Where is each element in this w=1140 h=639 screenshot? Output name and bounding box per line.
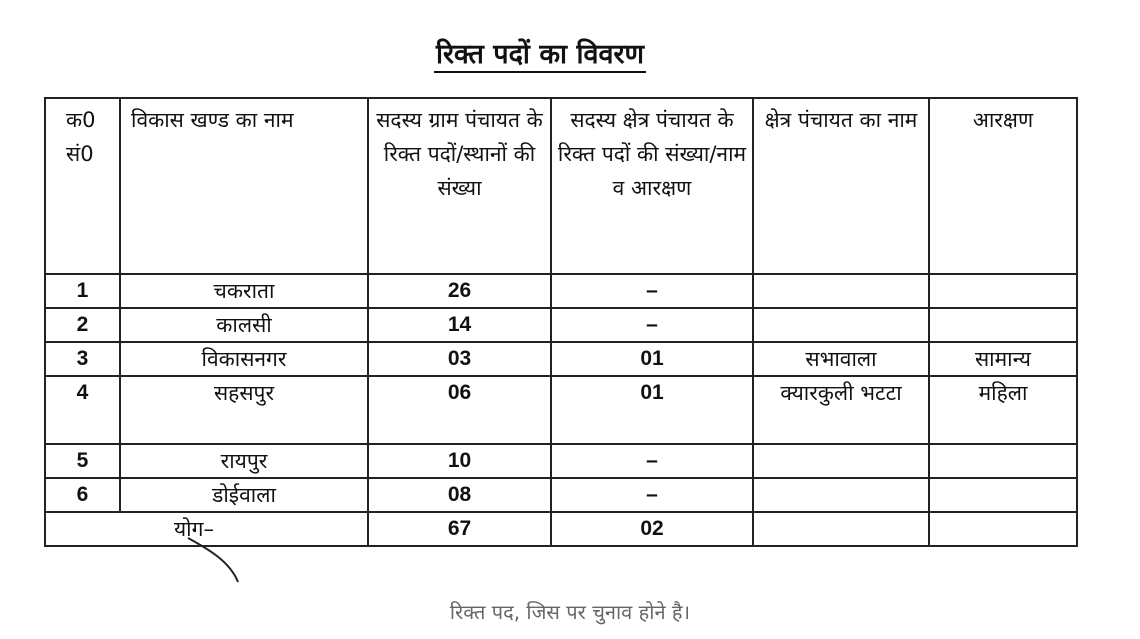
row-kshetra-count: 01 [551, 342, 753, 376]
row-block-name: रायपुर [120, 444, 368, 478]
row-kshetra-count: – [551, 274, 753, 308]
pen-mark [170, 536, 250, 592]
header-kshetra-panchayat-name: क्षेत्र पंचायत का नाम [753, 98, 929, 274]
row-block-name: डोईवाला [120, 478, 368, 512]
image-caption: रिक्त पद, जिस पर चुनाव होने है। [449, 600, 691, 624]
row-serial: 2 [45, 308, 120, 342]
row-reservation: सामान्य [929, 342, 1077, 376]
row-kshetra-name [753, 444, 929, 478]
table-row [45, 376, 1077, 444]
total-gram-count: 67 [368, 512, 551, 546]
row-kshetra-count: – [551, 444, 753, 478]
row-block-name: कालसी [120, 308, 368, 342]
row-kshetra-count: 01 [551, 376, 753, 444]
total-empty-cell [929, 512, 1077, 546]
header-block-name: विकास खण्ड का नाम [120, 98, 368, 274]
table-row [45, 478, 1077, 512]
row-block-name: विकासनगर [120, 342, 368, 376]
table-header-row [45, 98, 1077, 274]
row-gram-count: 08 [368, 478, 551, 512]
total-kshetra-count: 02 [551, 512, 753, 546]
document-title-text: रिक्त पदों का विवरण [434, 39, 646, 73]
vacancy-table [44, 97, 1078, 547]
row-reservation: महिला [929, 376, 1077, 444]
total-empty-cell [753, 512, 929, 546]
row-serial: 6 [45, 478, 120, 512]
header-serial: क0 सं0 [45, 98, 120, 274]
row-serial: 5 [45, 444, 120, 478]
table-row [45, 274, 1077, 308]
row-kshetra-name [753, 308, 929, 342]
row-serial: 4 [45, 376, 120, 444]
row-gram-count: 14 [368, 308, 551, 342]
row-block-name: सहसपुर [120, 376, 368, 444]
row-reservation [929, 308, 1077, 342]
row-kshetra-name [753, 274, 929, 308]
row-reservation [929, 444, 1077, 478]
table-row [45, 308, 1077, 342]
row-serial: 1 [45, 274, 120, 308]
row-reservation [929, 274, 1077, 308]
row-kshetra-name [753, 478, 929, 512]
row-gram-count: 26 [368, 274, 551, 308]
document-title [0, 34, 1080, 71]
header-gram-panchayat-vacancies: सदस्य ग्राम पंचायत के रिक्त पदों/स्थानों की संख्या [368, 98, 551, 274]
header-kshetra-panchayat-vacancies: सदस्य क्षेत्र पंचायत के रिक्त पदों की संख्या/नाम व आरक्षण [551, 98, 753, 274]
total-label: योग– [45, 512, 368, 546]
row-kshetra-name: सभावाला [753, 342, 929, 376]
row-gram-count: 10 [368, 444, 551, 478]
header-reservation: आरक्षण [929, 98, 1077, 274]
row-kshetra-name: क्यारकुली भटटा [753, 376, 929, 444]
row-block-name: चकराता [120, 274, 368, 308]
row-serial: 3 [45, 342, 120, 376]
table-row [45, 342, 1077, 376]
row-reservation [929, 478, 1077, 512]
row-kshetra-count: – [551, 478, 753, 512]
row-gram-count: 06 [368, 376, 551, 444]
row-kshetra-count: – [551, 308, 753, 342]
table-row [45, 444, 1077, 478]
row-gram-count: 03 [368, 342, 551, 376]
